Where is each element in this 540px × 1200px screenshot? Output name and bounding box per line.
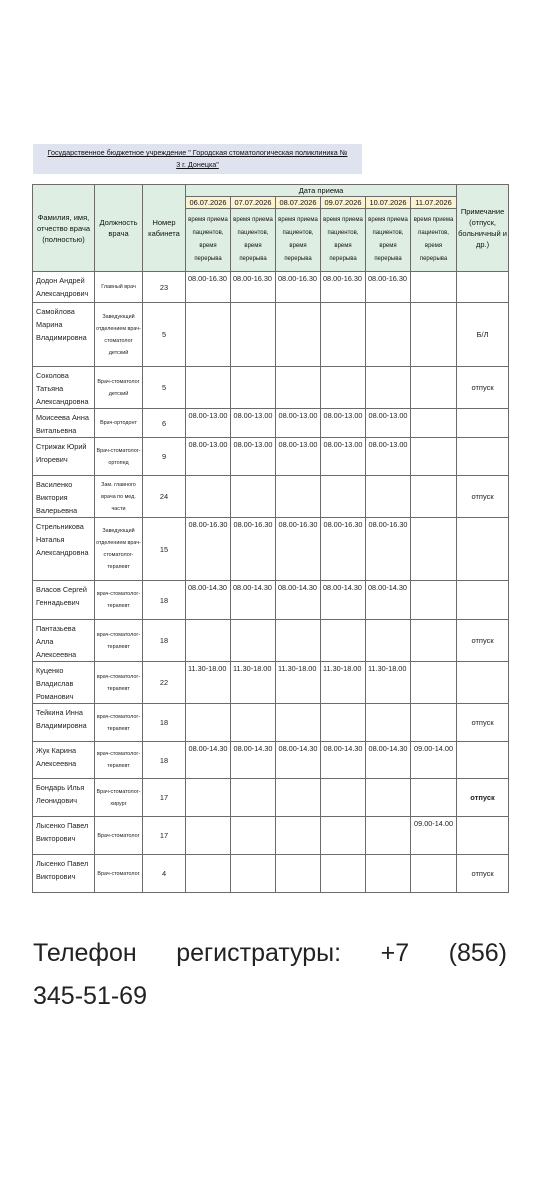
schedule-cell: 08.00-16.30 xyxy=(186,518,231,581)
doctor-name: Василенко Виктория Валерьевна xyxy=(33,476,95,518)
schedule-cell: 08.00-16.30 xyxy=(231,272,276,303)
doctor-name: Куценко Владислав Романович xyxy=(33,662,95,704)
doctor-position: врач-стоматолог-терапевт xyxy=(95,620,143,662)
doctor-name: Лысенко Павел Викторович xyxy=(33,817,95,855)
schedule-cell xyxy=(186,779,231,817)
day-subheader-2: время приема пациентов, время перерыва xyxy=(276,209,321,272)
schedule-cell xyxy=(411,855,457,893)
schedule-cell xyxy=(186,704,231,742)
doctor-position: Заведующий отделением врач-стоматолог детский xyxy=(95,303,143,367)
header-date-group: Дата приема xyxy=(186,185,457,197)
schedule-cell xyxy=(411,476,457,518)
doctor-position: Врач-стоматолог детский xyxy=(95,367,143,409)
room-number: 6 xyxy=(143,409,186,438)
doctor-name: Моисеева Анна Витальевна xyxy=(33,409,95,438)
schedule-table xyxy=(32,184,509,893)
date-header-2: 08.07.2026 xyxy=(276,197,321,209)
day-subheader-3: время приема пациентов, время перерыва xyxy=(321,209,366,272)
schedule-cell: 08.00-16.30 xyxy=(276,518,321,581)
schedule-cell: 08.00-13.00 xyxy=(276,409,321,438)
table-row xyxy=(33,620,509,662)
note-cell: Б/Л xyxy=(457,303,509,367)
table-row xyxy=(33,581,509,620)
schedule-cell xyxy=(276,476,321,518)
day-subheader-4: время приема пациентов, время перерыва xyxy=(366,209,411,272)
table-row xyxy=(33,662,509,704)
schedule-cell xyxy=(231,779,276,817)
header-note: Примечание (отпуск, больничный и др.) xyxy=(457,185,509,272)
schedule-cell xyxy=(186,620,231,662)
schedule-cell xyxy=(366,704,411,742)
schedule-cell xyxy=(186,303,231,367)
doctor-position: Заведующий отделением врач-стоматолог-терапевт xyxy=(95,518,143,581)
note-cell xyxy=(457,272,509,303)
schedule-cell xyxy=(231,367,276,409)
table-row xyxy=(33,817,509,855)
room-number: 18 xyxy=(143,704,186,742)
note-cell xyxy=(457,518,509,581)
schedule-cell: 08.00-16.30 xyxy=(276,272,321,303)
schedule-cell xyxy=(366,779,411,817)
schedule-cell xyxy=(321,476,366,518)
room-number: 5 xyxy=(143,303,186,367)
doctor-position: Врач-стоматолог-ортопед xyxy=(95,438,143,476)
room-number: 5 xyxy=(143,367,186,409)
doctor-position: Врач-ортодонт xyxy=(95,409,143,438)
date-header-1: 07.07.2026 xyxy=(231,197,276,209)
schedule-cell: 08.00-14.30 xyxy=(321,742,366,779)
schedule-cell xyxy=(276,704,321,742)
note-cell: отпуск xyxy=(457,476,509,518)
note-cell: отпуск xyxy=(457,704,509,742)
note-cell xyxy=(457,438,509,476)
institution-line-1: Государственное бюджетное учреждение " Городская стоматологическая поликлиника № xyxy=(47,148,348,157)
schedule-cell: 11.30-18.00 xyxy=(231,662,276,704)
room-number: 9 xyxy=(143,438,186,476)
schedule-cell: 08.00-13.00 xyxy=(231,409,276,438)
room-number: 18 xyxy=(143,742,186,779)
schedule-cell: 11.30-18.00 xyxy=(366,662,411,704)
schedule-cell xyxy=(321,620,366,662)
schedule-cell: 08.00-13.00 xyxy=(186,409,231,438)
schedule-cell: 11.30-18.00 xyxy=(276,662,321,704)
room-number: 18 xyxy=(143,581,186,620)
schedule-cell xyxy=(411,518,457,581)
schedule-cell: 08.00-14.30 xyxy=(276,742,321,779)
schedule-cell: 08.00-14.30 xyxy=(186,742,231,779)
table-row xyxy=(33,438,509,476)
schedule-cell xyxy=(186,855,231,893)
table-header xyxy=(33,185,509,272)
schedule-cell: 08.00-13.00 xyxy=(321,409,366,438)
day-subheader-5: время приема пациентов, время перерыва xyxy=(411,209,457,272)
table-row xyxy=(33,704,509,742)
doctor-position: Зам. главного врача по мед. части xyxy=(95,476,143,518)
note-cell xyxy=(457,662,509,704)
room-number: 4 xyxy=(143,855,186,893)
schedule-cell xyxy=(411,704,457,742)
institution-title xyxy=(33,144,362,174)
date-header-5: 11.07.2026 xyxy=(411,197,457,209)
schedule-cell xyxy=(366,303,411,367)
table-row xyxy=(33,779,509,817)
room-number: 24 xyxy=(143,476,186,518)
doctor-name: Власов Сергей Геннадьевич xyxy=(33,581,95,620)
schedule-cell: 08.00-13.00 xyxy=(366,438,411,476)
note-cell xyxy=(457,817,509,855)
schedule-cell: 08.00-14.30 xyxy=(186,581,231,620)
date-header-3: 09.07.2026 xyxy=(321,197,366,209)
schedule-cell: 09.00-14.00 xyxy=(411,817,457,855)
schedule-cell xyxy=(231,817,276,855)
schedule-cell xyxy=(411,272,457,303)
schedule-cell: 09.00-14.00 xyxy=(411,742,457,779)
schedule-cell: 08.00-13.00 xyxy=(276,438,321,476)
note-cell: отпуск xyxy=(457,855,509,893)
schedule-cell xyxy=(186,817,231,855)
schedule-cell: 08.00-14.30 xyxy=(366,742,411,779)
header-fio: Фамилия, имя, отчество врача (полностью) xyxy=(33,185,95,272)
schedule-cell xyxy=(321,779,366,817)
schedule-cell: 08.00-14.30 xyxy=(231,742,276,779)
doctor-name: Соколова Татьяна Александровна xyxy=(33,367,95,409)
schedule-cell: 08.00-14.30 xyxy=(366,581,411,620)
date-header-4: 10.07.2026 xyxy=(366,197,411,209)
note-cell: отпуск xyxy=(457,779,509,817)
schedule-cell: 08.00-14.30 xyxy=(276,581,321,620)
note-cell: отпуск xyxy=(457,367,509,409)
schedule-cell: 08.00-16.30 xyxy=(321,272,366,303)
doctor-name: Бондарь Илья Леонидович xyxy=(33,779,95,817)
doctor-name: Стрельникова Наталья Александровна xyxy=(33,518,95,581)
table-row xyxy=(33,742,509,779)
day-subheader-0: время приема пациентов, время перерыва xyxy=(186,209,231,272)
doctor-position: Врач-стоматолог xyxy=(95,855,143,893)
schedule-cell xyxy=(231,704,276,742)
schedule-cell: 08.00-14.30 xyxy=(321,581,366,620)
schedule-cell xyxy=(366,476,411,518)
schedule-cell xyxy=(411,620,457,662)
schedule-cell: 08.00-16.30 xyxy=(186,272,231,303)
schedule-cell xyxy=(321,704,366,742)
schedule-cell: 08.00-16.30 xyxy=(231,518,276,581)
schedule-cell xyxy=(411,662,457,704)
doctor-position: врач-стоматолог-терапевт xyxy=(95,742,143,779)
schedule-cell xyxy=(366,855,411,893)
schedule-cell xyxy=(411,438,457,476)
schedule-cell xyxy=(366,367,411,409)
room-number: 17 xyxy=(143,779,186,817)
schedule-cell xyxy=(321,303,366,367)
doctor-name: Стрижак Юрий Игоревич xyxy=(33,438,95,476)
doctor-name: Додон Андрей Александрович xyxy=(33,272,95,303)
doctor-name: Жук Карина Алексеевна xyxy=(33,742,95,779)
schedule-cell: 08.00-16.30 xyxy=(321,518,366,581)
schedule-cell xyxy=(366,817,411,855)
schedule-cell: 11.30-18.00 xyxy=(186,662,231,704)
schedule-cell xyxy=(366,620,411,662)
doctor-name: Пантазьева Алла Алексеевна xyxy=(33,620,95,662)
note-cell xyxy=(457,581,509,620)
schedule-cell xyxy=(321,855,366,893)
table-row xyxy=(33,367,509,409)
schedule-cell xyxy=(321,367,366,409)
doctor-position: Главный врач xyxy=(95,272,143,303)
schedule-cell xyxy=(276,779,321,817)
table-row xyxy=(33,272,509,303)
schedule-cell xyxy=(411,581,457,620)
schedule-cell: 08.00-16.30 xyxy=(366,272,411,303)
registry-phone-line-2: 345-51-69 xyxy=(33,982,147,1010)
schedule-cell xyxy=(231,620,276,662)
note-cell: отпуск xyxy=(457,620,509,662)
header-position: Должность врача xyxy=(95,185,143,272)
room-number: 15 xyxy=(143,518,186,581)
day-subheader-1: время приема пациентов, время перерыва xyxy=(231,209,276,272)
schedule-cell xyxy=(321,817,366,855)
table-row xyxy=(33,476,509,518)
schedule-cell xyxy=(411,303,457,367)
doctor-name: Лысенко Павел Викторович xyxy=(33,855,95,893)
schedule-cell: 08.00-13.00 xyxy=(366,409,411,438)
schedule-cell xyxy=(276,817,321,855)
schedule-cell xyxy=(411,367,457,409)
schedule-cell xyxy=(411,779,457,817)
table-row xyxy=(33,518,509,581)
schedule-cell: 08.00-13.00 xyxy=(321,438,366,476)
doctor-name: Самойлова Марина Владимировна xyxy=(33,303,95,367)
schedule-cell: 08.00-14.30 xyxy=(231,581,276,620)
doctor-position: врач-стоматолог-терапевт xyxy=(95,662,143,704)
room-number: 22 xyxy=(143,662,186,704)
doctor-position: Врач-стоматолог xyxy=(95,817,143,855)
schedule-cell xyxy=(411,409,457,438)
room-number: 17 xyxy=(143,817,186,855)
table-row xyxy=(33,855,509,893)
doctor-position: врач-стоматолог-терапевт xyxy=(95,581,143,620)
schedule-cell xyxy=(276,620,321,662)
schedule-cell xyxy=(231,476,276,518)
registry-phone-line-1: Телефон регистратуры: +7 (856) xyxy=(33,939,507,967)
schedule-cell: 11.30-18.00 xyxy=(321,662,366,704)
schedule-cell xyxy=(231,303,276,367)
note-cell xyxy=(457,742,509,779)
schedule-cell xyxy=(276,367,321,409)
institution-line-2: 3 г. Донецка" xyxy=(176,160,219,169)
schedule-cell xyxy=(186,476,231,518)
table-row xyxy=(33,409,509,438)
doctor-position: врач-стоматолог-терапевт xyxy=(95,704,143,742)
schedule-cell: 08.00-13.00 xyxy=(231,438,276,476)
room-number: 23 xyxy=(143,272,186,303)
schedule-cell xyxy=(276,303,321,367)
table-body xyxy=(33,272,509,893)
doctor-name: Тейкина Инна Владимировна xyxy=(33,704,95,742)
header-room: Номер кабинета xyxy=(143,185,186,272)
schedule-cell: 08.00-16.30 xyxy=(366,518,411,581)
date-header-0: 06.07.2026 xyxy=(186,197,231,209)
doctor-position: Врач-стоматолог-хирург xyxy=(95,779,143,817)
schedule-cell xyxy=(186,367,231,409)
note-cell xyxy=(457,409,509,438)
room-number: 18 xyxy=(143,620,186,662)
schedule-cell xyxy=(231,855,276,893)
table-row xyxy=(33,303,509,367)
schedule-cell: 08.00-13.00 xyxy=(186,438,231,476)
schedule-cell xyxy=(276,855,321,893)
